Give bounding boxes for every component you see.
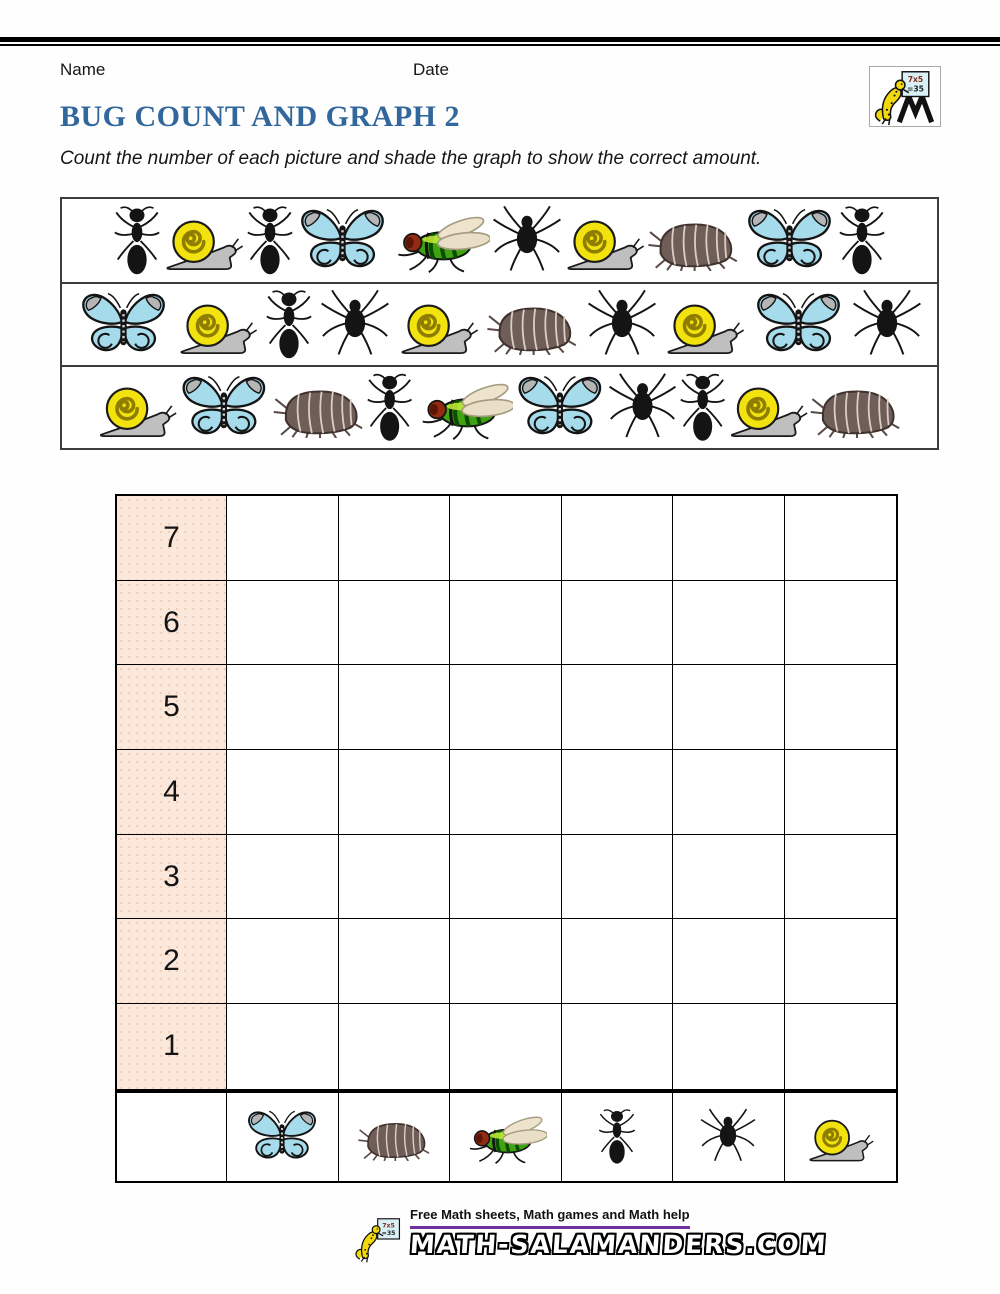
graph-cell[interactable] (562, 581, 674, 666)
graph-cell[interactable] (339, 581, 451, 666)
graph-cell[interactable] (227, 496, 339, 581)
pillbug-icon (271, 378, 366, 438)
graph-cell[interactable] (227, 835, 339, 920)
bug-strip-row-3 (62, 365, 937, 448)
graph-cell[interactable] (339, 665, 451, 750)
graph-cell[interactable] (227, 1004, 339, 1089)
graph-cell[interactable] (673, 750, 785, 835)
snail-icon (162, 210, 244, 272)
graph-cell[interactable] (339, 750, 451, 835)
graph-cell[interactable] (227, 919, 339, 1004)
bug-strip-row-2 (62, 282, 937, 365)
column-icon-cell-spider (673, 1089, 785, 1181)
pillbug-icon (484, 295, 580, 355)
spider-icon (586, 283, 658, 367)
graph-cell[interactable] (785, 750, 897, 835)
spider-icon (491, 199, 563, 283)
butterfly-icon (742, 202, 837, 280)
butterfly-icon (177, 369, 271, 447)
pillbug-icon (645, 211, 741, 271)
salamander-easel-icon (870, 67, 940, 126)
ant-icon (837, 203, 887, 279)
math-salamanders-corner-logo (869, 66, 941, 127)
pillbug-icon (355, 1113, 433, 1161)
graph-cell[interactable] (450, 581, 562, 666)
snail-icon (397, 294, 479, 356)
column-icon-cell-fly (450, 1089, 562, 1181)
graph-cell[interactable] (673, 581, 785, 666)
bug-picture-strip (60, 197, 939, 450)
graph-cell[interactable] (450, 750, 562, 835)
column-icon-cell-pillbug (339, 1089, 451, 1181)
axis-corner-cell (117, 1089, 227, 1181)
graph-cell[interactable] (562, 496, 674, 581)
graph-cell[interactable] (339, 1004, 451, 1089)
graph-cell[interactable] (785, 665, 897, 750)
graph-cell[interactable] (450, 665, 562, 750)
graph-cell[interactable] (673, 1004, 785, 1089)
graph-cell[interactable] (562, 750, 674, 835)
graph-cell[interactable] (785, 835, 897, 920)
graph-cell[interactable] (339, 496, 451, 581)
snail-icon (96, 377, 177, 439)
row-label-2: 2 (117, 919, 227, 1004)
spider-icon (851, 283, 923, 367)
row-label-1: 1 (117, 1004, 227, 1089)
graph-cell[interactable] (227, 750, 339, 835)
column-icon-cell-ant (562, 1089, 674, 1181)
column-icon-cell-butterfly (227, 1089, 339, 1181)
butterfly-icon (751, 286, 846, 364)
row-label-7: 7 (117, 496, 227, 581)
page-title: BUG COUNT AND GRAPH 2 (60, 100, 460, 133)
graph-cell[interactable] (785, 919, 897, 1004)
ant-icon (597, 1105, 637, 1169)
graph-cell[interactable] (450, 1004, 562, 1089)
name-label: Name (60, 60, 106, 79)
row-label-6: 6 (117, 581, 227, 666)
spider-icon (607, 366, 678, 450)
fly-icon (390, 209, 490, 273)
ant-icon (245, 203, 295, 279)
column-icon-cell-snail (785, 1089, 897, 1181)
butterfly-icon (243, 1105, 321, 1169)
snail-icon (727, 377, 808, 439)
pillbug-icon (808, 378, 903, 438)
snail-icon (806, 1111, 874, 1163)
graph-cell[interactable] (673, 835, 785, 920)
graph-cell[interactable] (673, 919, 785, 1004)
butterfly-icon (295, 202, 390, 280)
fly-icon (463, 1110, 547, 1164)
butterfly-icon (76, 286, 171, 364)
snail-icon (563, 210, 645, 272)
row-label-3: 3 (117, 835, 227, 920)
fly-icon (415, 376, 514, 440)
ant-icon (112, 203, 162, 279)
footer-tagline: Free Math sheets, Math games and Math help (410, 1207, 690, 1229)
graph-cell[interactable] (450, 919, 562, 1004)
spider-icon (319, 283, 391, 367)
salamander-logo-icon (352, 1210, 408, 1268)
graph-cell[interactable] (562, 919, 674, 1004)
graph-cell[interactable] (673, 665, 785, 750)
graph-cell[interactable] (785, 581, 897, 666)
butterfly-icon (513, 369, 607, 447)
ant-icon (678, 370, 727, 446)
spider-icon (699, 1103, 757, 1171)
graph-cell[interactable] (673, 496, 785, 581)
graph-grid (115, 494, 898, 1183)
footer-site-name: MATH-SALAMANDERS.COM (408, 1230, 829, 1259)
graph-cell[interactable] (450, 496, 562, 581)
ant-icon (365, 370, 414, 446)
footer (352, 1206, 827, 1268)
row-label-5: 5 (117, 665, 227, 750)
graph-cell[interactable] (227, 581, 339, 666)
ant-icon (264, 287, 314, 363)
snail-icon (663, 294, 745, 356)
graph-cell[interactable] (562, 665, 674, 750)
row-label-4: 4 (117, 750, 227, 835)
date-label: Date (413, 60, 449, 79)
graph-cell[interactable] (339, 919, 451, 1004)
bug-strip-row-1 (62, 199, 937, 282)
graph-cell[interactable] (450, 835, 562, 920)
snail-icon (176, 294, 258, 356)
graph-cell[interactable] (562, 835, 674, 920)
graph-cell[interactable] (785, 496, 897, 581)
graph-cell[interactable] (339, 835, 451, 920)
graph-cell[interactable] (562, 1004, 674, 1089)
graph-cell[interactable] (227, 665, 339, 750)
instruction-text: Count the number of each picture and shade the graph to show the correct amount. (60, 148, 762, 169)
top-rule (0, 37, 1000, 46)
graph-cell[interactable] (785, 1004, 897, 1089)
